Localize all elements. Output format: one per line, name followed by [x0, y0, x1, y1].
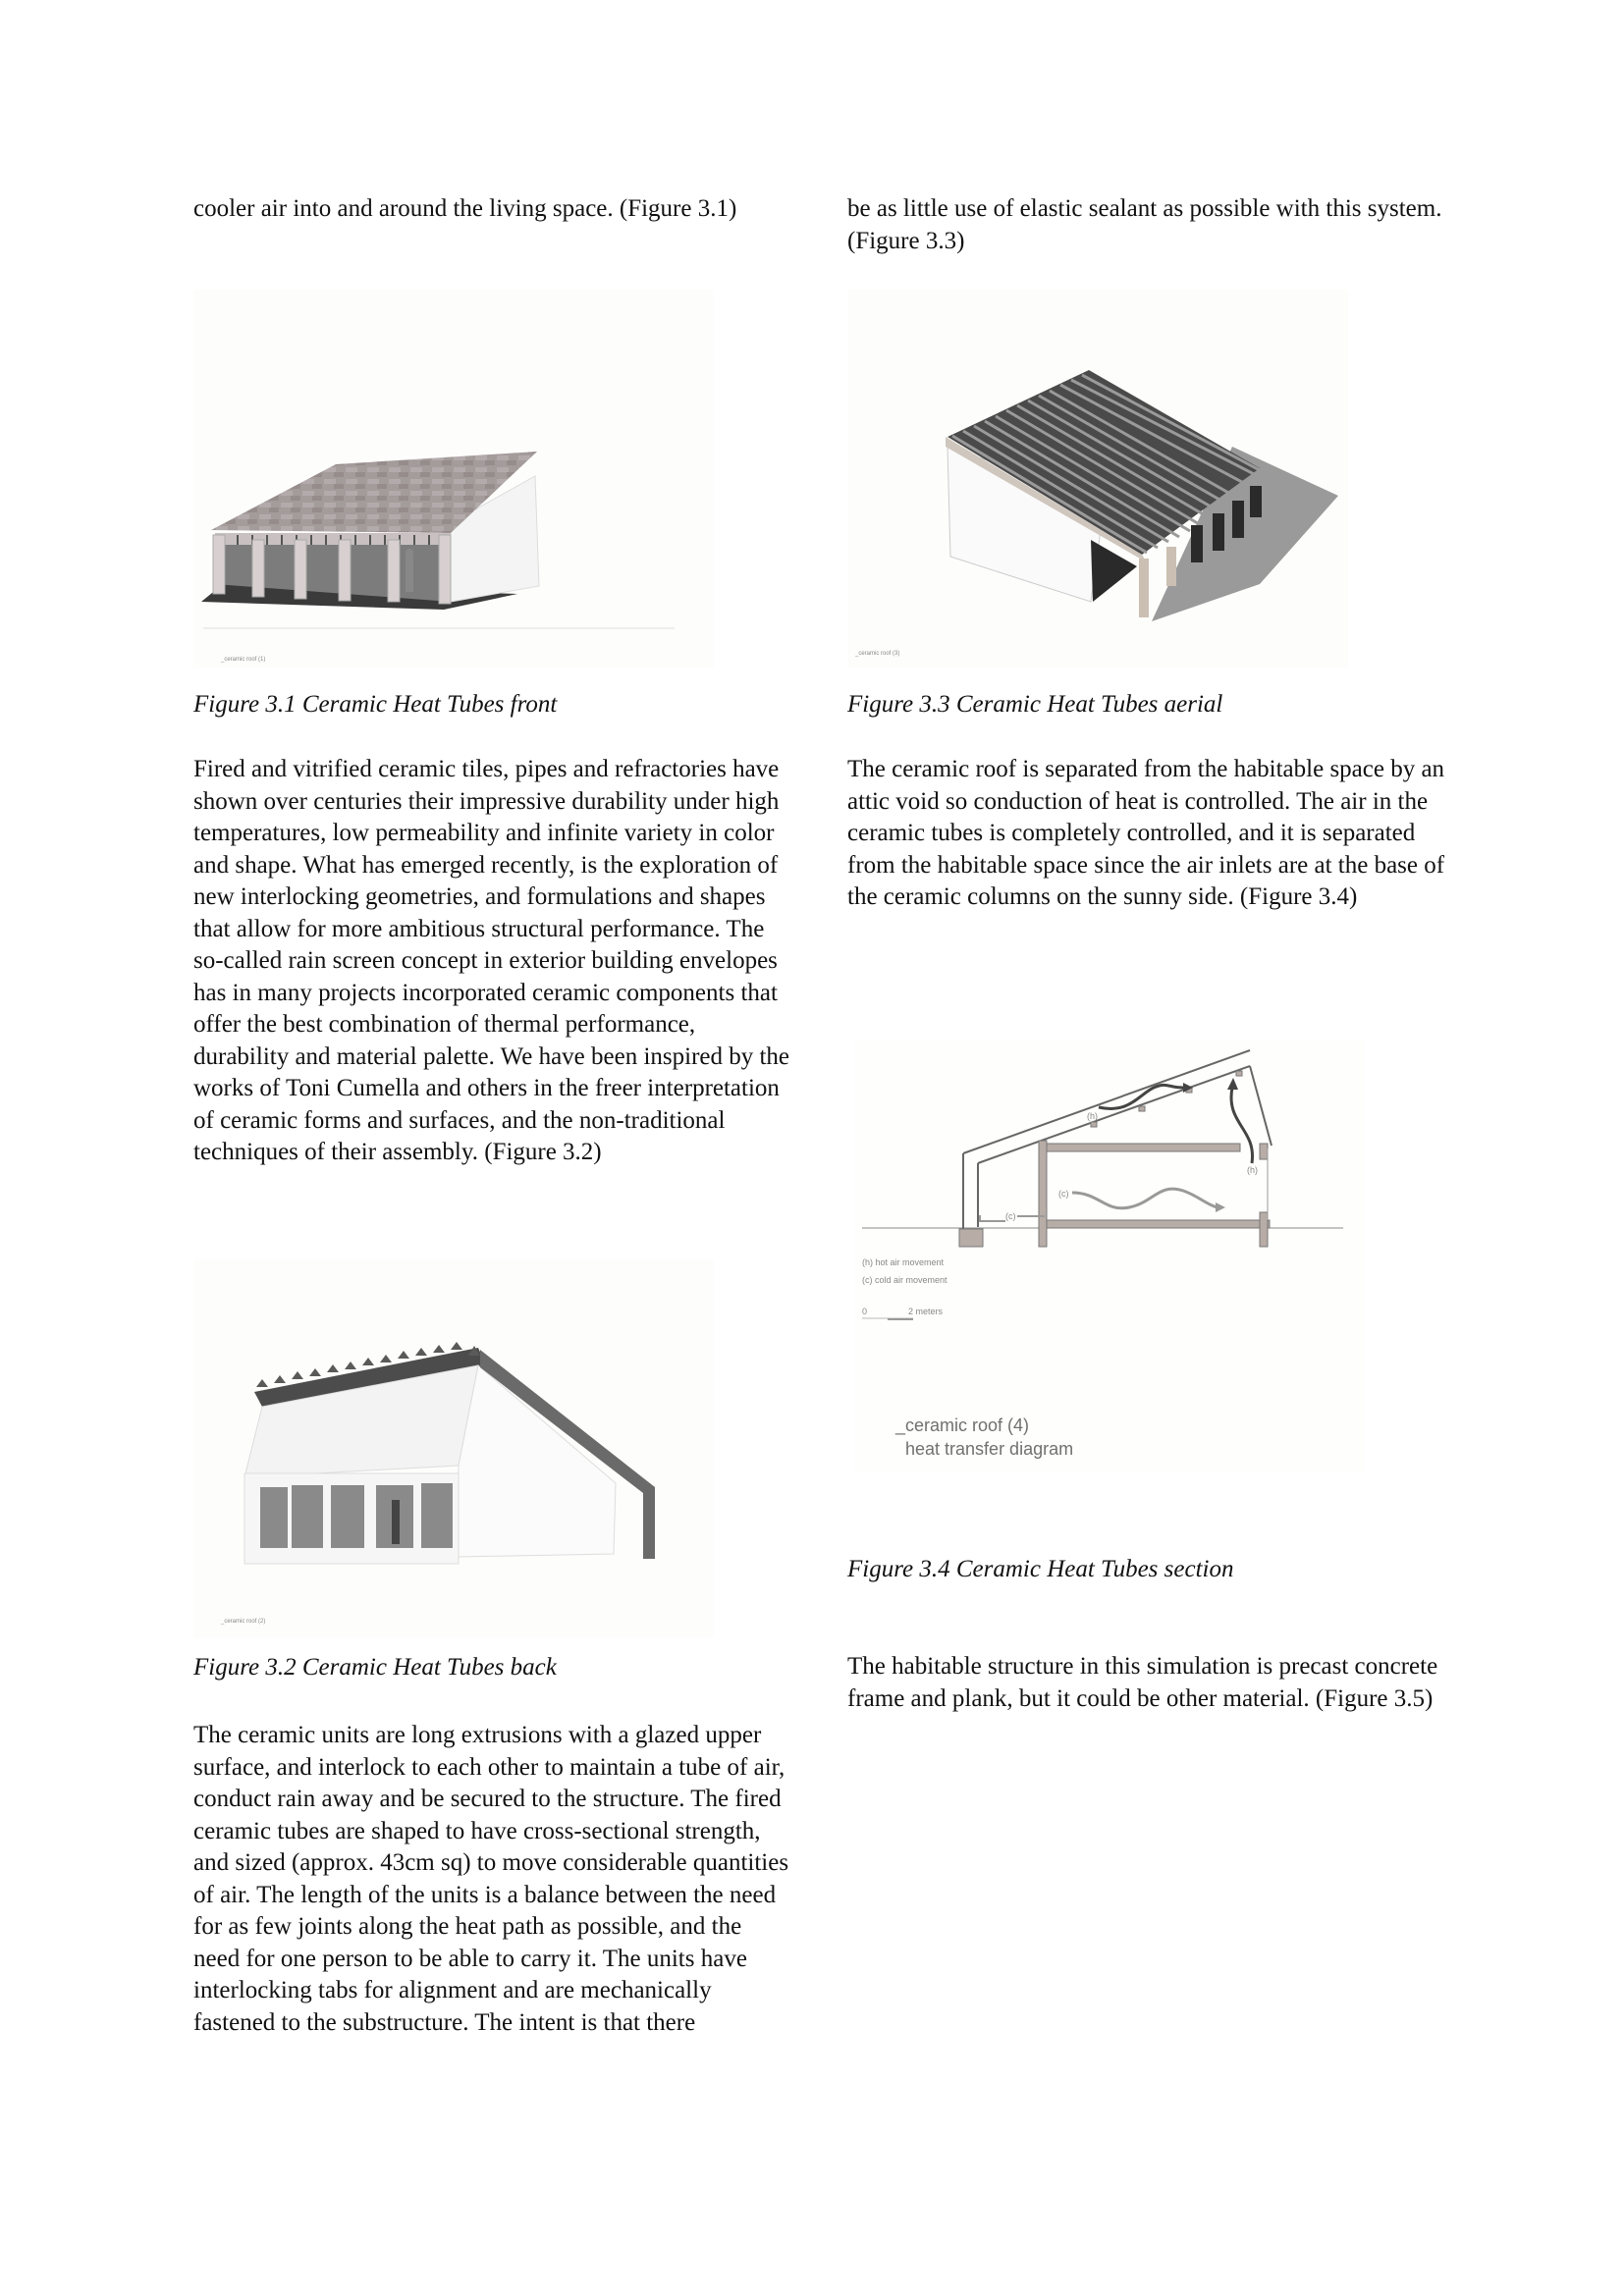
figure-3-2-caption: Figure 3.2 Ceramic Heat Tubes back	[193, 1654, 557, 1681]
figure-3-1-image-label: _ceramic roof (1)	[221, 657, 266, 663]
diagram-title	[895, 1414, 1073, 1461]
figure-3-3-caption: Figure 3.3 Ceramic Heat Tubes aerial	[847, 691, 1223, 718]
scale-zero: 0	[862, 1307, 868, 1316]
figure-3-3-image-label: _ceramic roof (3)	[855, 651, 900, 657]
diagram-title-line1: _ceramic roof (4)	[895, 1415, 1030, 1435]
figure-3-2-image-label: _ceramic roof (2)	[221, 1619, 266, 1625]
paragraph-ceramic-units: The ceramic units are long extrusions with a glazed upper surface, and interlock to each other to maintain a tube of air, conduct rain away and be secured to the structure. The fired ceramic tubes are shaped to have cross-sectional strength, and sized (approx. 43cm sq) to move considerable quantities of air. The length of the units is a balance between the need for as few joints along the heat path as possible, and the need for one person to be able to carry it. The units have interlocking tabs for alignment and are mechanically fastened to the substructure. The intent is that there	[193, 1722, 789, 2036]
figure-3-4-diagram	[854, 1041, 1365, 1472]
label-cold-air-inlet: (c)	[1005, 1211, 1016, 1221]
paragraph-ceramic-roof: The ceramic roof is separated from the habitable space by an attic void so conduction of heat is controlled. The air in the ceramic tubes is completely controlled, and it is separated from the habitable space since the air inlets are at the base of the ceramic columns on the sunny side. (Figure 3.4)	[847, 756, 1445, 910]
label-hot-air-roof: (h)	[1087, 1111, 1098, 1121]
figure-3-2-image	[193, 1259, 714, 1637]
label-hot-air-column: (h)	[1247, 1165, 1258, 1175]
paragraph-ceramics: Fired and vitrified ceramic tiles, pipes and refractories have shown over centuries their impressive durability under high temperatures, low permeability and infinite variety in color and shape. What has emerged recently, is the exploration of new interlocking geometries, and formulations and shapes that allow for more ambitious structural performance. The so-called rain screen concept in exterior building envelopes has in many projects incorporated ceramic components that offer the best combination of thermal performance, durability and material palette. We have been inspired by the works of Toni Cumella and others in the freer interpretation of ceramic forms and surfaces, and the non-traditional techniques of their assembly. (Figure 3.2)	[193, 756, 790, 1165]
scale-end: 2 meters	[908, 1307, 944, 1316]
figure-3-3-image	[847, 290, 1348, 667]
figure-3-4-caption: Figure 3.4 Ceramic Heat Tubes section	[847, 1556, 1234, 1582]
legend-cold-air: (c) cold air movement	[862, 1275, 947, 1285]
paragraph-intro-left: cooler air into and around the living space. (Figure 3.1)	[193, 195, 737, 222]
paragraph-intro-right: be as little use of elastic sealant as possible with this system. (Figure 3.3)	[847, 195, 1442, 254]
diagram-title-line2: heat transfer diagram	[905, 1439, 1074, 1459]
legend-hot-air: (h) hot air movement	[862, 1257, 945, 1267]
figure-3-1-caption: Figure 3.1 Ceramic Heat Tubes front	[193, 691, 558, 718]
figure-3-1-image	[193, 290, 714, 667]
paragraph-habitable-structure: The habitable structure in this simulation is precast concrete frame and plank, but it could be other material. (Figure 3.5)	[847, 1653, 1438, 1712]
label-cold-air-interior: (c)	[1058, 1189, 1069, 1199]
